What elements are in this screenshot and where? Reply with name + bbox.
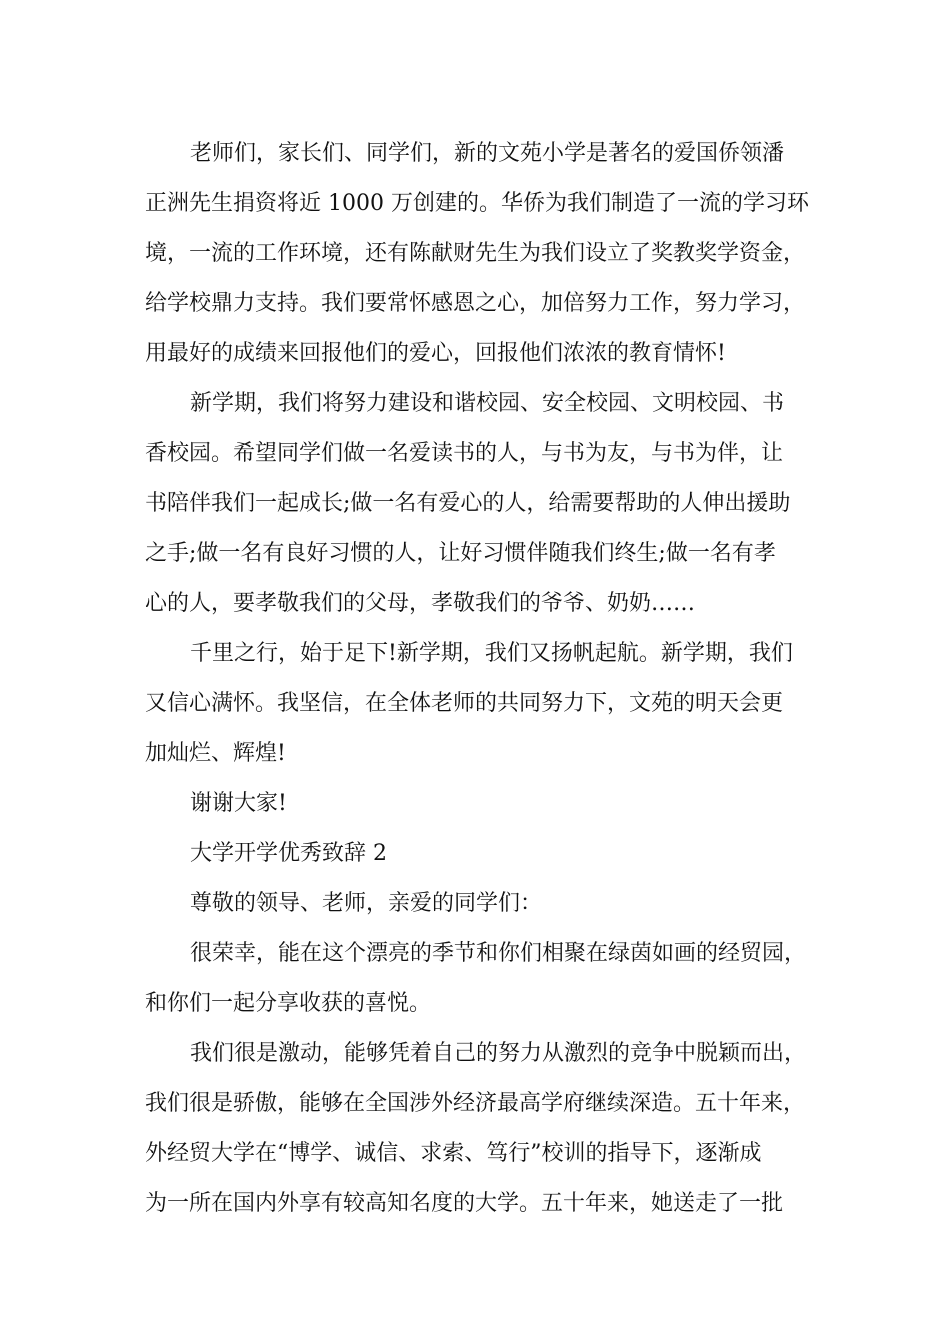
section-heading: 大学开学优秀致辞 2 xyxy=(190,841,387,866)
text-line: 我们很是骄傲，能够在全国涉外经济最高学府继续深造。五十年来， xyxy=(145,1091,806,1116)
text-line: 新学期，我们将努力建设和谐校园、安全校园、文明校园、书 xyxy=(190,391,785,416)
text-line: 为一所在国内外享有较高知名度的大学。五十年来，她送走了一批 xyxy=(145,1191,784,1216)
text-line: 用最好的成绩来回报他们的爱心，回报他们浓浓的教育情怀! xyxy=(145,341,726,366)
salutation: 尊敬的领导、老师，亲爱的同学们： xyxy=(190,891,543,916)
text-line: 正洲先生捐资将近 1000 万创建的。华侨为我们制造了一流的学习环 xyxy=(145,191,809,216)
text-line: 外经贸大学在“博学、诚信、求索、笃行”校训的指导下，逐渐成 xyxy=(145,1141,762,1166)
text-line: 境，一流的工作环境，还有陈献财先生为我们设立了奖教奖学资金， xyxy=(145,241,806,266)
text-line: 又信心满怀。我坚信，在全体老师的共同努力下，文苑的明天会更 xyxy=(145,691,784,716)
text-line: 心的人，要孝敬我们的父母，孝敬我们的爷爷、奶奶…… xyxy=(145,591,696,616)
text-line: 和你们一起分享收获的喜悦。 xyxy=(145,991,432,1016)
text-line: 之手;做一名有良好习惯的人，让好习惯伴随我们终生;做一名有孝 xyxy=(145,541,776,566)
text-line: 老师们，家长们、同学们，新的文苑小学是著名的爱国侨领潘 xyxy=(190,141,785,166)
text-line: 书陪伴我们一起成长;做一名有爱心的人，给需要帮助的人伸出援助 xyxy=(145,491,791,516)
text-line: 香校园。希望同学们做一名爱读书的人，与书为友，与书为伴，让 xyxy=(145,441,784,466)
text-line: 很荣幸，能在这个漂亮的季节和你们相聚在绿茵如画的经贸园， xyxy=(190,941,807,966)
text-line: 千里之行，始于足下!新学期，我们又扬帆起航。新学期，我们 xyxy=(190,641,793,666)
text-line: 谢谢大家! xyxy=(190,791,287,816)
text-line: 给学校鼎力支持。我们要常怀感恩之心，加倍努力工作，努力学习， xyxy=(145,291,806,316)
text-line: 加灿烂、辉煌! xyxy=(145,741,286,766)
text-line: 我们很是激动，能够凭着自己的努力从激烈的竞争中脱颖而出， xyxy=(190,1041,807,1066)
